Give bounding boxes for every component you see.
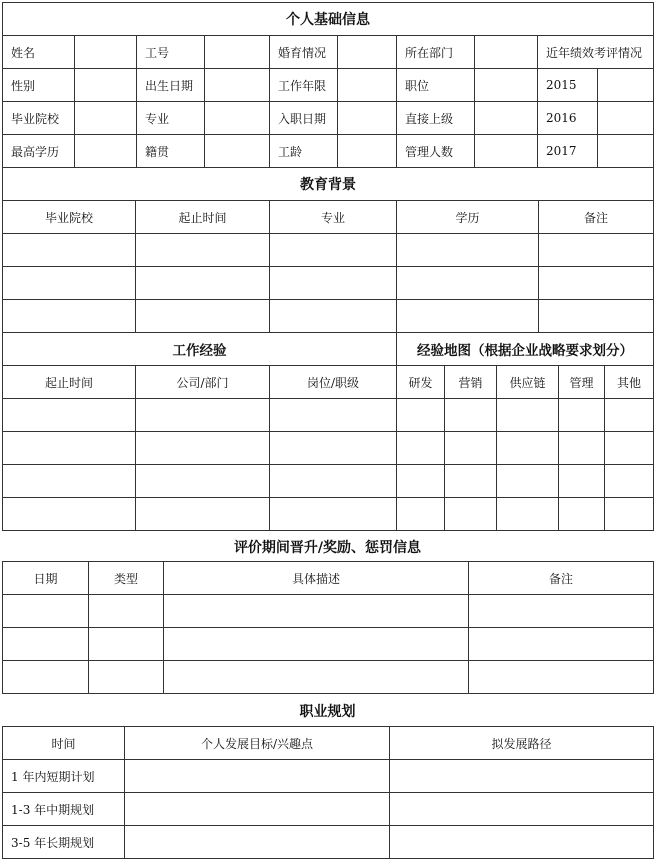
table-row [3,102,654,135]
label-marital-status: 婚育情况 [270,36,338,69]
cell[interactable] [539,267,654,300]
table-header-row [3,201,654,234]
cell[interactable] [539,300,654,333]
value-school[interactable] [75,102,137,135]
header-major: 专业 [270,201,397,234]
cell[interactable] [3,465,136,498]
label-employee-id: 工号 [137,36,205,69]
label-managed-count: 管理人数 [397,135,475,168]
cell[interactable] [3,399,136,432]
cell[interactable] [390,760,654,793]
cell[interactable] [497,465,559,498]
table-row [3,234,654,267]
cell[interactable] [539,234,654,267]
label-mid-term: 1-3 年中期规划 [3,793,125,826]
basic-info-table [2,2,654,168]
value-education[interactable] [75,135,137,168]
value-managed-count[interactable] [475,135,538,168]
cell[interactable] [125,793,390,826]
header-type: 类型 [89,562,164,595]
cell[interactable] [270,399,397,432]
cell[interactable] [397,432,445,465]
cell[interactable] [136,300,270,333]
value-marital-status[interactable] [338,36,397,69]
header-remarks: 备注 [539,201,654,234]
table-row [3,760,654,793]
cell[interactable] [89,628,164,661]
cell[interactable] [3,300,136,333]
cell[interactable] [270,432,397,465]
cell[interactable] [559,399,605,432]
cell[interactable] [3,595,89,628]
rewards-title: 评价期间晋升/奖励、惩罚信息 [233,540,422,556]
table-header-row [3,562,654,595]
cell[interactable] [136,432,270,465]
cell[interactable] [469,595,654,628]
cell[interactable] [3,234,136,267]
header-period: 起止时间 [3,366,136,399]
table-header-row [3,366,654,399]
cell[interactable] [397,498,445,531]
cell[interactable] [136,234,270,267]
label-department: 所在部门 [397,36,475,69]
table-row [3,69,654,102]
header-time: 时间 [3,727,125,760]
cell[interactable] [125,760,390,793]
value-gender[interactable] [75,69,137,102]
table-row [3,498,654,531]
header-supply-chain: 供应链 [497,366,559,399]
value-hire-date[interactable] [338,102,397,135]
label-birth-date: 出生日期 [137,69,205,102]
cell[interactable] [469,661,654,694]
label-long-term: 3-5 年长期规划 [3,826,125,859]
label-major: 专业 [137,102,205,135]
cell[interactable] [164,661,469,694]
value-year-2017[interactable] [598,135,654,168]
header-marketing: 营销 [445,366,497,399]
experience-map-title: 经验地图（根据企业战略要求划分） [397,333,654,366]
cell[interactable] [270,498,397,531]
label-gender: 性别 [3,69,75,102]
header-date: 日期 [3,562,89,595]
rewards-table [2,561,654,694]
work-experience-table [2,332,654,531]
education-title: 教育背景 [3,168,654,201]
value-major[interactable] [205,102,270,135]
table-row [3,595,654,628]
cell[interactable] [136,465,270,498]
cell[interactable] [3,498,136,531]
cell[interactable] [3,267,136,300]
cell[interactable] [397,465,445,498]
table-row [3,661,654,694]
label-work-years: 工作年限 [270,69,338,102]
header-period: 起止时间 [136,201,270,234]
header-degree: 学历 [397,201,539,234]
label-education: 最高学历 [3,135,75,168]
value-position[interactable] [475,69,538,102]
label-hire-date: 入职日期 [270,102,338,135]
cell[interactable] [390,793,654,826]
label-performance: 近年绩效考评情况 [538,36,654,69]
label-year-2017: 2017 [538,135,598,168]
cell[interactable] [89,595,164,628]
value-name[interactable] [75,36,137,69]
cell[interactable] [164,595,469,628]
cell[interactable] [397,300,539,333]
cell[interactable] [3,628,89,661]
value-seniority[interactable] [338,135,397,168]
header-description: 具体描述 [164,562,469,595]
header-other: 其他 [605,366,654,399]
cell[interactable] [397,267,539,300]
cell[interactable] [445,399,497,432]
table-header-row [3,727,654,760]
table-row [3,300,654,333]
cell[interactable] [605,498,654,531]
value-native-place[interactable] [205,135,270,168]
label-year-2016: 2016 [538,102,598,135]
table-row [3,432,654,465]
career-title: 职业规划 [299,704,356,720]
cell[interactable] [136,399,270,432]
cell[interactable] [469,628,654,661]
table-row [3,465,654,498]
cell[interactable] [3,432,136,465]
cell[interactable] [605,399,654,432]
cell[interactable] [605,465,654,498]
cell[interactable] [89,661,164,694]
cell[interactable] [559,498,605,531]
cell[interactable] [390,826,654,859]
cell[interactable] [497,399,559,432]
value-year-2016[interactable] [598,102,654,135]
cell[interactable] [270,234,397,267]
table-row [3,399,654,432]
value-year-2015[interactable] [598,69,654,102]
label-name: 姓名 [3,36,75,69]
label-position: 职位 [397,69,475,102]
cell[interactable] [445,432,497,465]
header-path: 拟发展路径 [390,727,654,760]
cell[interactable] [397,399,445,432]
work-experience-title: 工作经验 [3,333,397,366]
value-work-years[interactable] [338,69,397,102]
cell[interactable] [270,465,397,498]
education-table [2,167,654,333]
header-goals: 个人发展目标/兴趣点 [125,727,390,760]
cell[interactable] [445,498,497,531]
cell[interactable] [559,465,605,498]
table-row [3,628,654,661]
basic-info-title: 个人基础信息 [3,3,654,36]
table-row [3,135,654,168]
cell[interactable] [497,498,559,531]
header-post: 岗位/职级 [270,366,397,399]
value-supervisor[interactable] [475,102,538,135]
value-department[interactable] [475,36,538,69]
header-remarks: 备注 [469,562,654,595]
cell[interactable] [445,465,497,498]
label-school: 毕业院校 [3,102,75,135]
cell[interactable] [3,661,89,694]
value-employee-id[interactable] [205,36,270,69]
table-row [3,36,654,69]
career-plan-table [2,726,654,859]
label-seniority: 工龄 [270,135,338,168]
header-school: 毕业院校 [3,201,136,234]
table-row [3,826,654,859]
label-short-term: 1 年内短期计划 [3,760,125,793]
table-row [3,793,654,826]
cell[interactable] [136,498,270,531]
cell[interactable] [270,300,397,333]
cell[interactable] [136,267,270,300]
table-row [3,267,654,300]
cell[interactable] [605,432,654,465]
cell[interactable] [164,628,469,661]
label-supervisor: 直接上级 [397,102,475,135]
header-rd: 研发 [397,366,445,399]
header-company: 公司/部门 [136,366,270,399]
cell[interactable] [270,267,397,300]
cell[interactable] [125,826,390,859]
label-year-2015: 2015 [538,69,598,102]
cell[interactable] [497,432,559,465]
header-management: 管理 [559,366,605,399]
value-birth-date[interactable] [205,69,270,102]
cell[interactable] [559,432,605,465]
cell[interactable] [397,234,539,267]
label-native-place: 籍贯 [137,135,205,168]
